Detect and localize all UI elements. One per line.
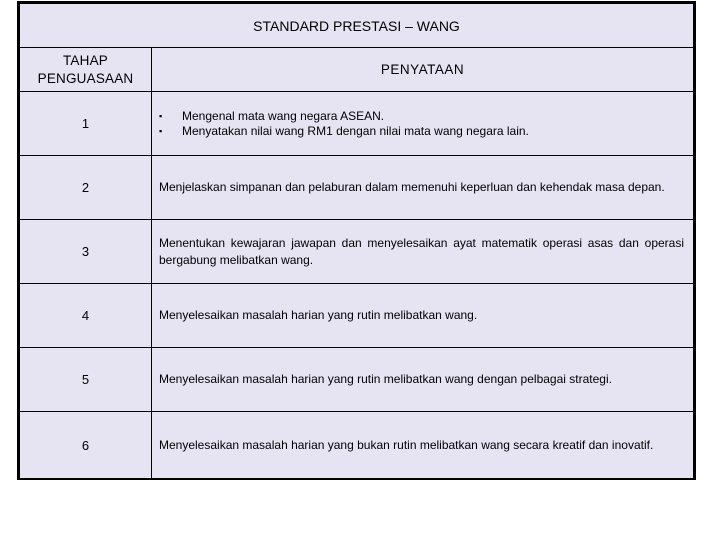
title-row <box>20 4 694 48</box>
list-item-text: Menyatakan nilai wang RM1 dengan nilai mata wang negara lain. <box>182 123 529 138</box>
table-row <box>20 284 694 348</box>
table-grid <box>19 3 694 479</box>
header-row <box>20 48 694 92</box>
statement-cell: Menyelesaikan masalah harian yang rutin melibatkan wang. <box>152 284 694 348</box>
level-cell: 3 <box>20 220 152 284</box>
header-tahap-penguasaan: TAHAP PENGUASAAN <box>20 48 152 92</box>
level-cell: 6 <box>20 412 152 479</box>
standard-prestasi-table <box>17 1 696 480</box>
statement-cell <box>152 92 694 156</box>
header-penyataan: PENYATAAN <box>152 48 694 92</box>
level-cell: 1 <box>20 92 152 156</box>
level-cell: 4 <box>20 284 152 348</box>
level-cell: 5 <box>20 348 152 412</box>
bullet-icon: ▪ <box>159 125 163 136</box>
list-item <box>159 124 684 139</box>
statement-cell: Menyelesaikan masalah harian yang rutin melibatkan wang dengan pelbagai strategi. <box>152 348 694 412</box>
table-row <box>20 92 694 156</box>
bullet-icon: ▪ <box>159 110 163 121</box>
table-title: STANDARD PRESTASI – WANG <box>20 4 694 48</box>
bullet-list <box>159 109 684 139</box>
table-row <box>20 348 694 412</box>
table-row <box>20 156 694 220</box>
list-item <box>159 109 684 124</box>
statement-cell: Menentukan kewajaran jawapan dan menyelesaikan ayat matematik operasi asas dan operasi bergabung melibatkan wang. <box>152 220 694 284</box>
table-row <box>20 220 694 284</box>
level-cell: 2 <box>20 156 152 220</box>
statement-cell: Menyelesaikan masalah harian yang bukan rutin melibatkan wang secara kreatif dan inovatif. <box>152 412 694 479</box>
statement-cell: Menjelaskan simpanan dan pelaburan dalam memenuhi keperluan dan kehendak masa depan. <box>152 156 694 220</box>
list-item-text: Mengenal mata wang negara ASEAN. <box>182 108 385 123</box>
table-row <box>20 412 694 479</box>
